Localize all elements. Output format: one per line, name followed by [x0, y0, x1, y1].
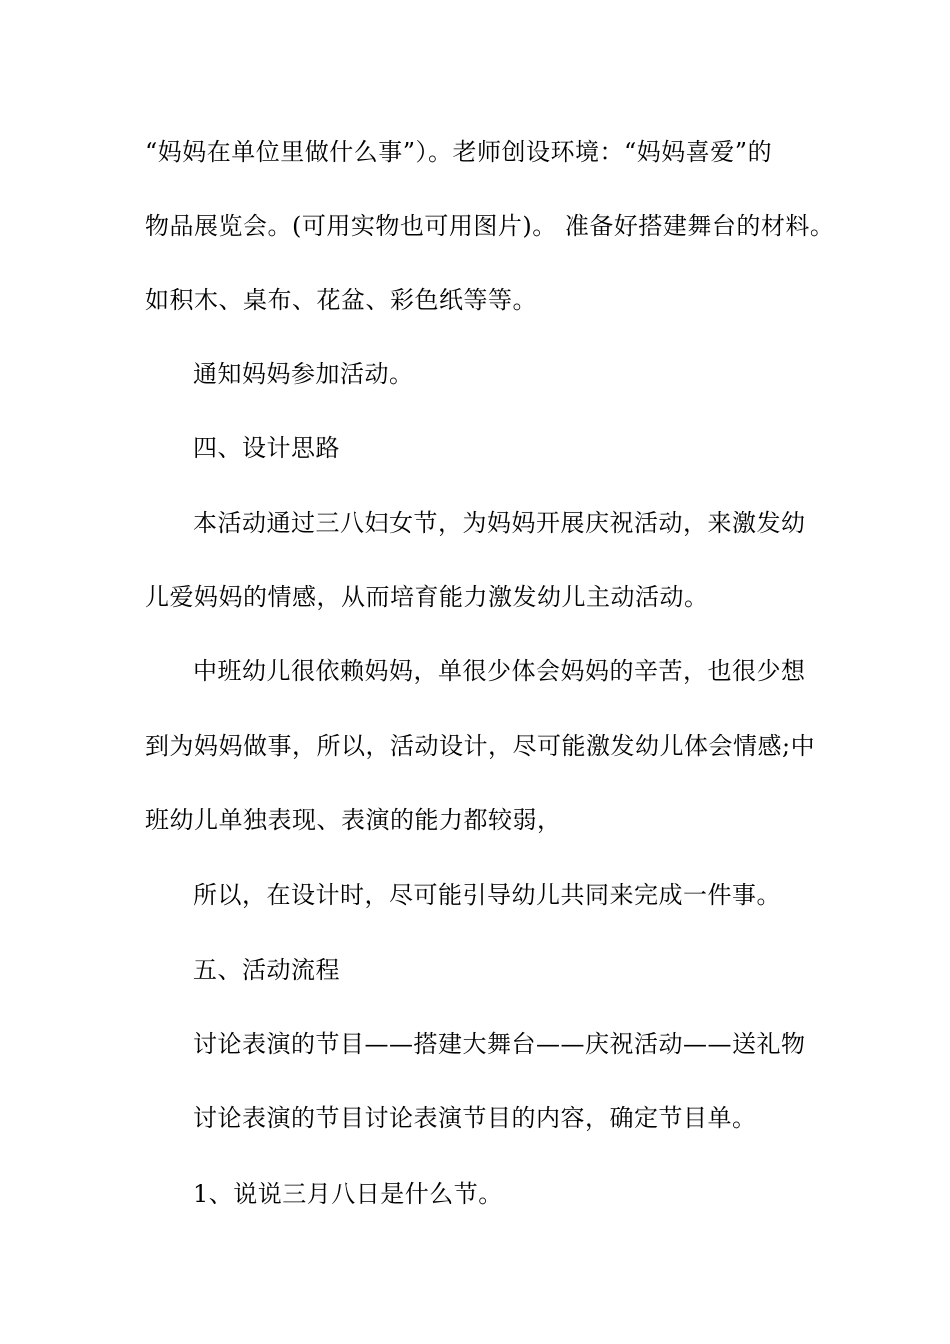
text-line: 物品展览会。(可用实物也可用图片)。 准备好搭建舞台的材料。 — [145, 212, 835, 240]
text-line: “妈妈在单位里做什么事”）。老师创设环境：“妈妈喜爱”的 — [145, 138, 773, 166]
text-line: 本活动通过三八妇女节，为妈妈开展庆祝活动，来激发幼 — [193, 509, 806, 537]
text-line: 讨论表演的节目——搭建大舞台——庆祝活动——送礼物 — [193, 1030, 806, 1058]
text-line: 班幼儿单独表现、表演的能力都较弱， — [145, 806, 562, 834]
text-line: 如积木、桌布、花盆、彩色纸等等。 — [145, 286, 537, 314]
text-line: 到为妈妈做事，所以，活动设计，尽可能激发幼儿体会情感;中 — [145, 732, 816, 760]
text-line: 所以，在设计时，尽可能引导幼儿共同来完成一件事。 — [193, 881, 781, 909]
list-item: 1、说说三月八日是什么节。 — [193, 1180, 503, 1208]
text-line: 通知妈妈参加活动。 — [193, 360, 414, 388]
section-heading: 五、活动流程 — [193, 956, 340, 984]
text-line: 中班幼儿很依赖妈妈，单很少体会妈妈的辛苦，也很少想 — [193, 657, 806, 685]
text-line: 讨论表演的节目讨论表演节目的内容，确定节目单。 — [193, 1104, 757, 1132]
section-heading: 四、设计思路 — [193, 434, 340, 462]
text-line: 儿爱妈妈的情感，从而培育能力激发幼儿主动活动。 — [145, 583, 709, 611]
